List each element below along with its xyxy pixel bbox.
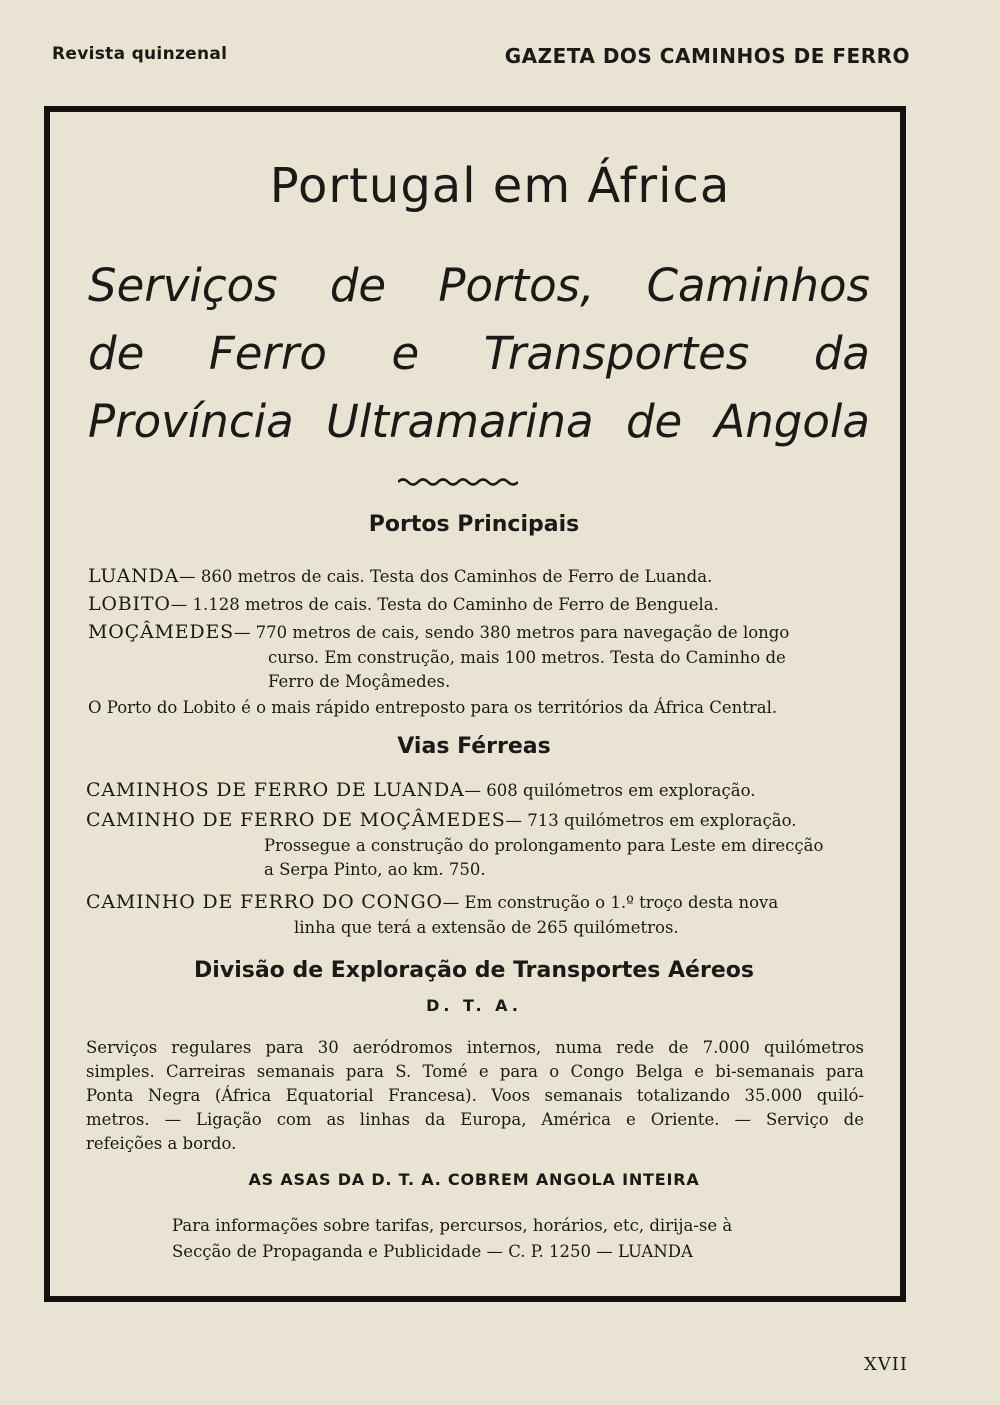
railways-heading: Vias Férreas [397, 734, 551, 759]
port-mocamedes-cont: Ferro de Moçâmedes. [268, 672, 451, 691]
port-desc: — 770 metros de cais, sendo 380 metros para navegação de longo [233, 623, 790, 642]
port-name: LUANDA [88, 565, 180, 587]
railway-mocamedes-cont: a Serpa Pinto, ao km. 750. [264, 860, 486, 879]
railway-luanda [86, 778, 755, 803]
railway-desc: — 608 quilómetros em exploração. [464, 781, 756, 800]
page-number: XVII [863, 1354, 908, 1375]
port-mocamedes-cont: curso. Em construção, mais 100 metros. Testa do Caminho de [268, 648, 786, 667]
port-mocamedes [88, 620, 789, 645]
railway-desc: — 713 quilómetros em exploração. [505, 811, 797, 830]
contact-line: Secção de Propaganda e Publicidade — C. P. 1250 — LUANDA [172, 1242, 693, 1261]
wavy-divider [398, 476, 518, 488]
contact-line: Para informações sobre tarifas, percursos, horários, etc, dirija-se à [172, 1216, 733, 1235]
port-name: LOBITO [88, 593, 171, 615]
air-paragraph-line: metros. — Ligação com as linhas da Europa, América e Oriente. — Serviço de [86, 1110, 864, 1129]
ad-subtitle-line: Serviços de Portos, Caminhos [88, 259, 870, 312]
journal-frequency: Revista quinzenal [52, 44, 228, 64]
port-desc: — 860 metros de cais. Testa dos Caminhos de Ferro de Luanda. [179, 567, 713, 586]
port-lobito [88, 592, 719, 617]
air-heading: Divisão de Exploração de Transportes Aéreos [194, 958, 754, 983]
journal-title: GAZETA DOS CAMINHOS DE FERRO [504, 44, 910, 68]
ad-title: Portugal em África [269, 158, 731, 214]
air-paragraph-line: simples. Carreiras semanais para S. Tomé e para o Congo Belga e bi-semanais para [86, 1062, 864, 1081]
railway-congo [86, 890, 778, 915]
air-paragraph-line: refeições a bordo. [86, 1134, 237, 1153]
railway-name: CAMINHOS DE FERRO DE LUANDA [86, 779, 465, 801]
port-name: MOÇÂMEDES [88, 621, 234, 643]
ad-subtitle-line: de Ferro e Transportes da [88, 327, 870, 380]
air-paragraph-line: Serviços regulares para 30 aeródromos internos, numa rede de 7.000 quilómetros [86, 1038, 864, 1057]
dta-slogan: AS ASAS DA D. T. A. COBREM ANGOLA INTEIRA [248, 1170, 700, 1189]
port-desc: — 1.128 metros de cais. Testa do Caminho de Ferro de Benguela. [170, 595, 719, 614]
dta-abbreviation: D. T. A. [426, 996, 522, 1015]
railway-mocamedes-cont: Prossegue a construção do prolongamento para Leste em direcção [264, 836, 824, 855]
railway-mocamedes [86, 808, 796, 833]
railway-name: CAMINHO DE FERRO DO CONGO [86, 891, 443, 913]
ports-note: O Porto do Lobito é o mais rápido entreposto para os territórios da África Central. [88, 698, 778, 717]
port-luanda [88, 564, 712, 589]
railway-congo-cont: linha que terá a extensão de 265 quilómetros. [294, 918, 679, 937]
railway-name: CAMINHO DE FERRO DE MOÇÂMEDES [86, 809, 506, 831]
air-paragraph-line: Ponta Negra (África Equatorial Francesa). Voos semanais totalizando 35.000 quiló- [86, 1086, 864, 1105]
ad-subtitle [88, 252, 870, 456]
railway-desc: — Em construção o 1.º troço desta nova [442, 893, 779, 912]
ports-heading: Portos Principais [368, 512, 580, 537]
ad-subtitle-line: Província Ultramarina de Angola [88, 395, 870, 448]
